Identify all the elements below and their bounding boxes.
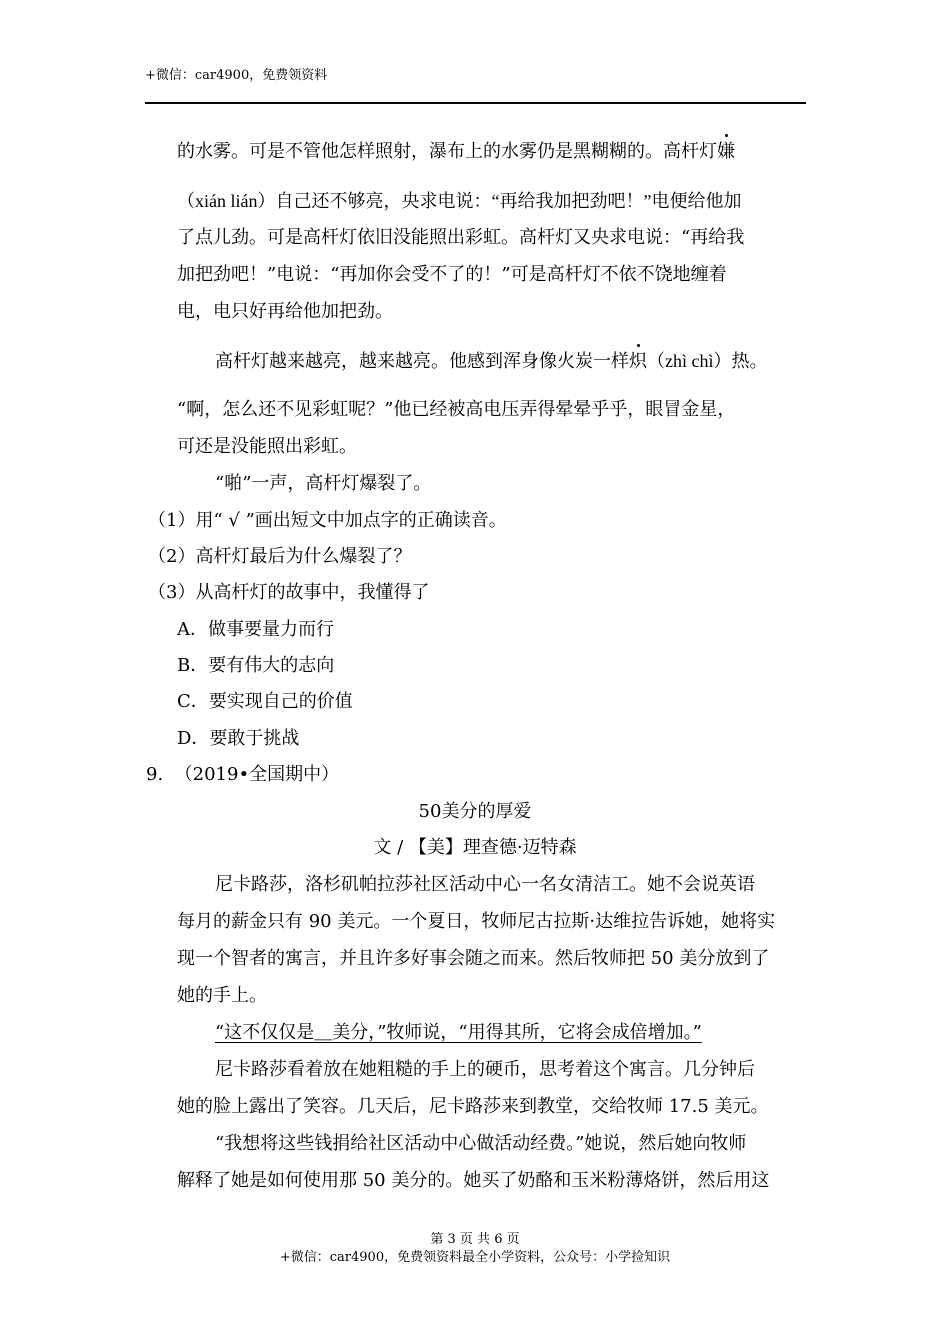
question-source: （2019•全国期中） <box>174 764 340 785</box>
passage-line: 加把劲吧！”电说：“再加你会受不了的！”可是高杆灯不依不饶地缠着 <box>177 264 727 285</box>
article-line: 每月的薪金只有 90 美元。一个夏日，牧师尼古拉斯·达维拉告诉她，她将实 <box>177 911 776 932</box>
option-d: D．要敢于挑战 <box>177 728 300 749</box>
option-a: A．做事要量力而行 <box>177 619 334 640</box>
article-line: 现一个智者的寓言，并且许多好事会随之而来。然后牧师把 50 美分放到了 <box>177 948 770 969</box>
article-line: 尼卡路莎，洛杉矶帕拉莎社区活动中心一名女清洁工。她不会说英语 <box>215 874 755 895</box>
option-c: C．要实现自己的价值 <box>177 691 353 712</box>
passage-line: “啊，怎么还不见彩虹呢？”他已经被高电压弄得晕晕乎乎，眼冒金星， <box>177 399 736 420</box>
article-line: “我想将这些钱捐给社区活动中心做活动经费。”她说，然后她向牧师 <box>215 1133 747 1154</box>
question-1: （1）用“ √ ”画出短文中加点字的正确读音。 <box>148 510 507 531</box>
passage-line: 电，电只好再给他加把劲。 <box>177 301 393 322</box>
footer-note: +微信：car4900，免费领资料最全小学资料，公众号：小学捡知识 <box>279 1250 671 1265</box>
passage-line: 了点儿劲。可是高杆灯依旧没能照出彩虹。高杆灯又央求电说：“再给我 <box>177 227 745 248</box>
underlined-sentence: “这不仅仅是＿美分，”牧师说，“用得其所，它将会成倍增加。” <box>215 1022 702 1043</box>
question-9-header <box>146 763 339 787</box>
passage-line: “啪”一声，高杆灯爆裂了。 <box>215 473 432 494</box>
passage-line: 可还是没能照出彩虹。 <box>177 436 357 457</box>
dotted-character: 嫌 <box>717 141 735 162</box>
page-number: 第 3 页 共 6 页 <box>430 1232 520 1247</box>
article-line: 她的手上。 <box>177 985 267 1006</box>
dotted-character: 炽 <box>629 351 647 372</box>
question-number: 9. <box>146 764 164 785</box>
article-line: 解释了她是如何使用那 50 美分的。她买了奶酪和玉米粉薄烙饼，然后用这 <box>177 1170 770 1191</box>
article-line: 她的脸上露出了笑容。几天后，尼卡路莎来到教堂，交给牧师 17.5 美元。 <box>177 1096 769 1117</box>
question-2: （2）高杆灯最后为什么爆裂了？ <box>148 546 412 567</box>
article-author: 文 / 【美】理查德·迈特森 <box>373 837 577 858</box>
passage-line: 高杆灯越来越亮，越来越亮。他感到浑身像火炭一样炽（zhì chì）热。 <box>215 351 768 372</box>
header-divider <box>145 102 806 104</box>
article-line: 尼卡路莎看着放在她粗糙的手上的硬币，思考着这个寓言。几分钟后 <box>215 1059 755 1080</box>
article-title: 50美分的厚爱 <box>418 801 532 822</box>
passage-line: 的水雾。可是不管他怎样照射，瀑布上的水雾仍是黑糊糊的。高杆灯嫌 <box>177 141 735 162</box>
header-note: +微信：car4900，免费领资料 <box>145 68 328 83</box>
question-3: （3）从高杆灯的故事中，我懂得了 <box>148 582 430 603</box>
passage-line: （xián lián）自己还不够亮，央求电说：“再给我加把劲吧！”电便给他加 <box>177 191 742 211</box>
option-b: B．要有伟大的志向 <box>177 655 335 676</box>
